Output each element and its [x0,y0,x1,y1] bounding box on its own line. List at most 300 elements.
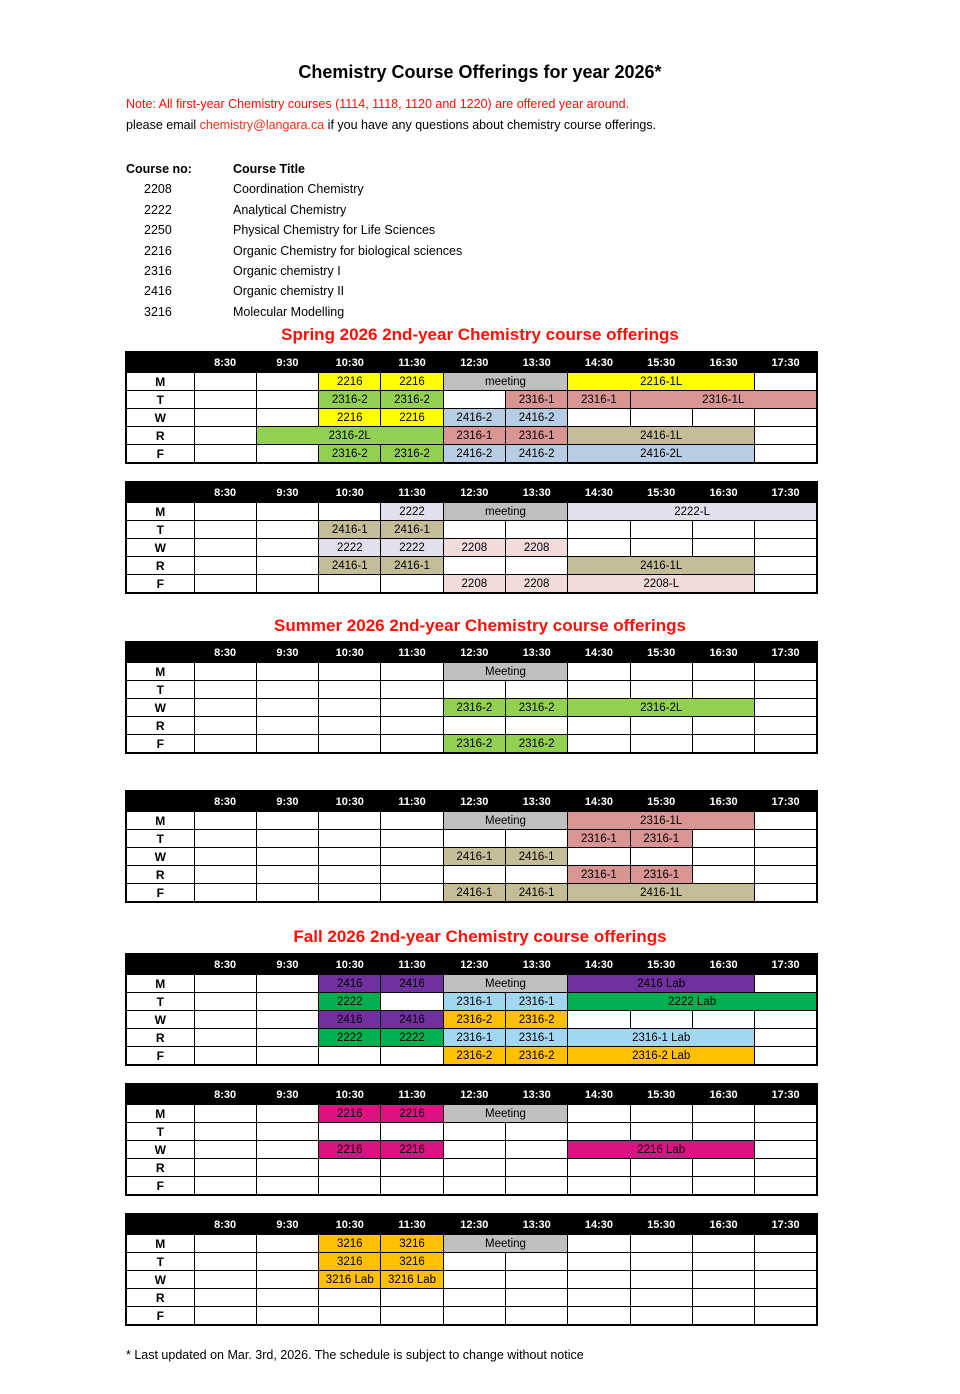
day-label: W [126,539,194,557]
day-label: R [126,1029,194,1047]
course-list-header [126,159,462,179]
course-cell: 2216 [381,373,443,391]
empty-slot [194,1105,256,1123]
course-title: Analytical Chemistry [233,202,347,217]
empty-slot [194,848,256,866]
empty-slot [692,409,754,427]
course-cell: Meeting [443,975,568,993]
course-cell: 2416-2 [443,409,505,427]
empty-slot [194,663,256,681]
course-cell: 2316-1 [505,1029,567,1047]
time-header: 10:30 [319,642,381,663]
empty-slot [568,1307,630,1326]
empty-slot [568,1177,630,1196]
time-header: 8:30 [194,352,256,373]
day-label: W [126,1271,194,1289]
empty-slot [319,1177,381,1196]
empty-slot [319,735,381,754]
time-header: 17:30 [755,954,817,975]
empty-slot [256,503,318,521]
time-header: 14:30 [568,954,630,975]
time-header: 16:30 [692,954,754,975]
empty-slot [194,1289,256,1307]
empty-slot [256,409,318,427]
course-cell: 3216 [381,1253,443,1271]
day-label: T [126,993,194,1011]
empty-slot [443,1307,505,1326]
time-header: 9:30 [256,1084,318,1105]
empty-slot [630,1123,692,1141]
course-cell: 2216 [381,1105,443,1123]
time-header: 16:30 [692,482,754,503]
section-title-spring: Spring 2026 2nd-year Chemistry course offerings [281,325,679,344]
empty-slot [256,575,318,594]
empty-slot [194,1235,256,1253]
empty-slot [194,975,256,993]
course-cell: Meeting [443,812,568,830]
empty-slot [194,1047,256,1066]
empty-slot [256,445,318,464]
course-cell: 2316-1 [443,993,505,1011]
empty-slot [692,1289,754,1307]
empty-slot [568,1011,630,1029]
day-label: W [126,848,194,866]
course-cell: 2416 [319,1011,381,1029]
time-header: 12:30 [443,482,505,503]
course-cell: 2208 [443,539,505,557]
empty-slot [505,521,567,539]
empty-slot [755,1105,817,1123]
day-column-header [126,482,194,503]
empty-slot [381,735,443,754]
empty-slot [256,681,318,699]
course-row [126,200,462,220]
empty-slot [755,575,817,594]
empty-slot [381,681,443,699]
empty-slot [381,812,443,830]
course-cell: 2416-2L [568,445,755,464]
day-column-header [126,1084,194,1105]
empty-slot [630,1289,692,1307]
empty-slot [443,717,505,735]
empty-slot [505,1159,567,1177]
empty-slot [755,557,817,575]
time-header: 14:30 [568,1084,630,1105]
course-cell: 2416 Lab [568,975,755,993]
course-cell: 2416-1 [443,884,505,903]
course-cell: 2208 [505,539,567,557]
empty-slot [381,848,443,866]
empty-slot [194,575,256,594]
empty-slot [319,1307,381,1326]
course-cell: 2316-1 [443,427,505,445]
empty-slot [568,681,630,699]
email-line [126,118,656,132]
empty-slot [194,1141,256,1159]
course-cell: 2416-1 [443,848,505,866]
time-header: 10:30 [319,1084,381,1105]
time-header: 16:30 [692,642,754,663]
empty-slot [568,409,630,427]
empty-slot [194,373,256,391]
course-title: Molecular Modelling [233,304,345,319]
course-row [126,241,462,261]
time-header: 14:30 [568,482,630,503]
empty-slot [755,866,817,884]
time-header: 15:30 [630,482,692,503]
empty-slot [194,391,256,409]
course-cell: 2216 [381,1141,443,1159]
day-label: M [126,1105,194,1123]
schedule-summer-2 [125,790,818,903]
time-header: 13:30 [505,1084,567,1105]
course-no-header: Course no: [126,162,192,176]
course-cell: 2316-2 [505,699,567,717]
empty-slot [692,1271,754,1289]
course-cell: 2316-1 [505,993,567,1011]
empty-slot [755,1159,817,1177]
time-header: 12:30 [443,352,505,373]
course-row [126,220,462,240]
empty-slot [755,1271,817,1289]
day-column-header [126,352,194,373]
day-label: F [126,445,194,464]
time-header: 12:30 [443,1214,505,1235]
empty-slot [692,1123,754,1141]
empty-slot [381,993,443,1011]
empty-slot [692,1235,754,1253]
empty-slot [568,1123,630,1141]
empty-slot [755,699,817,717]
empty-slot [194,717,256,735]
time-header: 8:30 [194,1214,256,1235]
time-header: 11:30 [381,954,443,975]
course-cell: 2416 [381,1011,443,1029]
course-cell: 2316-1 [505,391,567,409]
schedule-table [125,953,818,1066]
course-cell: 2416-2 [443,445,505,464]
empty-slot [755,539,817,557]
course-cell: 2416-1L [568,557,755,575]
schedule-summer-1 [125,641,818,754]
course-number: 2222 [144,202,172,217]
empty-slot [505,1123,567,1141]
empty-slot [256,373,318,391]
empty-slot [319,681,381,699]
empty-slot [381,1159,443,1177]
course-cell: 2216 [319,1141,381,1159]
course-cell: 2316-1L [568,812,755,830]
course-cell: 2316-1 [630,830,692,848]
empty-slot [568,717,630,735]
course-cell: 2416 [319,975,381,993]
course-cell: meeting [443,373,568,391]
time-header: 11:30 [381,352,443,373]
empty-slot [256,1271,318,1289]
empty-slot [194,830,256,848]
empty-slot [256,735,318,754]
day-label: R [126,1289,194,1307]
empty-slot [256,1289,318,1307]
email-suffix: if you have any questions about chemistry course offerings. [324,118,657,132]
empty-slot [319,699,381,717]
empty-slot [443,1177,505,1196]
empty-slot [256,717,318,735]
course-cell: 2316-2 [505,735,567,754]
time-header: 9:30 [256,954,318,975]
empty-slot [381,1289,443,1307]
empty-slot [256,539,318,557]
empty-slot [568,539,630,557]
empty-slot [755,1123,817,1141]
schedule-table [125,351,818,464]
empty-slot [256,521,318,539]
course-cell: 2216-1L [568,373,755,391]
empty-slot [443,557,505,575]
empty-slot [443,866,505,884]
time-header: 11:30 [381,642,443,663]
day-label: R [126,427,194,445]
empty-slot [256,1235,318,1253]
course-number: 2316 [144,263,172,278]
day-label: M [126,812,194,830]
empty-slot [194,681,256,699]
empty-slot [194,1253,256,1271]
course-cell: 2222-L [568,503,817,521]
time-header: 13:30 [505,954,567,975]
empty-slot [381,1047,443,1066]
course-cell: 2216 [381,409,443,427]
empty-slot [443,830,505,848]
course-cell: 2216 [319,1105,381,1123]
email-link[interactable]: chemistry@langara.ca [199,118,325,132]
course-cell: 2316-2 [381,445,443,464]
course-cell: 2316-1 [505,427,567,445]
course-cell: 2316-2 [319,391,381,409]
course-number: 2250 [144,223,172,238]
empty-slot [755,445,817,464]
empty-slot [755,1307,817,1326]
empty-slot [505,1289,567,1307]
empty-slot [755,830,817,848]
day-label: T [126,830,194,848]
empty-slot [505,681,567,699]
empty-slot [319,812,381,830]
course-cell: 2316-2 [319,445,381,464]
course-cell: 3216 [319,1253,381,1271]
course-cell: 2316-2 [443,699,505,717]
time-header: 14:30 [568,352,630,373]
course-title: Coordination Chemistry [233,182,364,197]
empty-slot [319,717,381,735]
empty-slot [568,848,630,866]
course-cell: 2316-1 [568,391,630,409]
empty-slot [755,1253,817,1271]
course-cell: meeting [443,503,568,521]
empty-slot [256,1123,318,1141]
empty-slot [443,1159,505,1177]
time-header: 17:30 [755,642,817,663]
time-header: 15:30 [630,352,692,373]
course-title: Organic Chemistry for biological sciences [233,243,463,258]
empty-slot [256,1141,318,1159]
empty-slot [755,884,817,903]
time-header: 14:30 [568,791,630,812]
empty-slot [443,1289,505,1307]
course-cell: 2416-1L [568,884,755,903]
empty-slot [630,1253,692,1271]
empty-slot [443,1253,505,1271]
time-header: 8:30 [194,642,256,663]
day-label: R [126,1159,194,1177]
course-row [126,281,462,301]
course-cell: 2316-2 Lab [568,1047,755,1066]
course-cell: 2316-1 [568,866,630,884]
course-cell: 2316-2 [505,1047,567,1066]
course-cell: 2416 [381,975,443,993]
empty-slot [194,427,256,445]
day-label: T [126,391,194,409]
time-header: 15:30 [630,791,692,812]
course-cell: 2222 [319,993,381,1011]
empty-slot [692,848,754,866]
empty-slot [630,409,692,427]
day-label: F [126,735,194,754]
empty-slot [319,1047,381,1066]
course-number: 2416 [144,284,172,299]
empty-slot [755,1141,817,1159]
empty-slot [630,1307,692,1326]
empty-slot [194,866,256,884]
course-cell: 2316-2 [505,1011,567,1029]
time-header: 17:30 [755,1214,817,1235]
empty-slot [256,557,318,575]
empty-slot [755,1047,817,1066]
day-label: R [126,557,194,575]
empty-slot [692,1105,754,1123]
time-header: 11:30 [381,1214,443,1235]
empty-slot [256,1177,318,1196]
footnote: * Last updated on Mar. 3rd, 2026. The schedule is subject to change without notice [126,1348,584,1362]
empty-slot [256,1105,318,1123]
time-header: 14:30 [568,642,630,663]
course-cell: 2316-1 [443,1029,505,1047]
time-header: 10:30 [319,954,381,975]
course-cell: 3216 [319,1235,381,1253]
course-cell: 3216 Lab [319,1271,381,1289]
time-header: 9:30 [256,1214,318,1235]
empty-slot [755,812,817,830]
empty-slot [194,539,256,557]
time-header: 8:30 [194,791,256,812]
time-header: 14:30 [568,1214,630,1235]
course-cell: 2208-L [568,575,755,594]
empty-slot [505,1271,567,1289]
empty-slot [505,1307,567,1326]
day-label: W [126,1141,194,1159]
course-cell: 2316-1 Lab [568,1029,755,1047]
time-header: 11:30 [381,791,443,812]
course-cell: 2316-2L [256,427,443,445]
empty-slot [755,735,817,754]
empty-slot [194,812,256,830]
time-header: 8:30 [194,482,256,503]
empty-slot [256,866,318,884]
empty-slot [319,866,381,884]
time-header: 9:30 [256,642,318,663]
course-cell: Meeting [443,1105,568,1123]
empty-slot [692,1253,754,1271]
empty-slot [194,409,256,427]
empty-slot [381,717,443,735]
course-row [126,179,462,199]
time-header: 13:30 [505,642,567,663]
time-header: 13:30 [505,482,567,503]
day-label: F [126,575,194,594]
course-number: 2208 [144,182,172,197]
time-header: 13:30 [505,352,567,373]
empty-slot [692,1011,754,1029]
note-text: Note: All first-year Chemistry courses (1114, 1118, 1120 and 1220) are offered year around. [126,97,630,111]
course-cell: 2316-2 [443,735,505,754]
time-header: 9:30 [256,482,318,503]
empty-slot [630,1177,692,1196]
day-label: T [126,1123,194,1141]
section-title-summer: Summer 2026 2nd-year Chemistry course offerings [274,616,686,635]
empty-slot [319,1123,381,1141]
empty-slot [381,663,443,681]
empty-slot [505,830,567,848]
empty-slot [381,830,443,848]
empty-slot [630,1271,692,1289]
schedule-table [125,1213,818,1326]
empty-slot [319,848,381,866]
empty-slot [194,993,256,1011]
empty-slot [443,521,505,539]
time-header: 15:30 [630,1084,692,1105]
course-cell: 2216 [319,373,381,391]
time-header: 15:30 [630,954,692,975]
empty-slot [194,1011,256,1029]
time-header: 16:30 [692,791,754,812]
page-title: Chemistry Course Offerings for year 2026* [298,62,662,82]
time-header: 16:30 [692,1214,754,1235]
empty-slot [692,539,754,557]
empty-slot [319,830,381,848]
course-cell: 2216 Lab [568,1141,755,1159]
empty-slot [630,735,692,754]
time-header: 12:30 [443,954,505,975]
empty-slot [568,1271,630,1289]
course-cell: 2222 [319,1029,381,1047]
course-cell: Meeting [443,663,568,681]
course-cell: 2416-1 [505,848,567,866]
empty-slot [692,521,754,539]
empty-slot [630,681,692,699]
empty-slot [256,848,318,866]
empty-slot [381,699,443,717]
empty-slot [319,663,381,681]
day-label: W [126,409,194,427]
course-title: Physical Chemistry for Life Sciences [233,223,436,238]
time-header: 17:30 [755,1084,817,1105]
course-title-header: Course Title [233,162,306,176]
time-header: 9:30 [256,791,318,812]
course-cell: 2208 [505,575,567,594]
empty-slot [568,1235,630,1253]
course-cell: 2316-2L [568,699,755,717]
schedule-table [125,641,818,754]
